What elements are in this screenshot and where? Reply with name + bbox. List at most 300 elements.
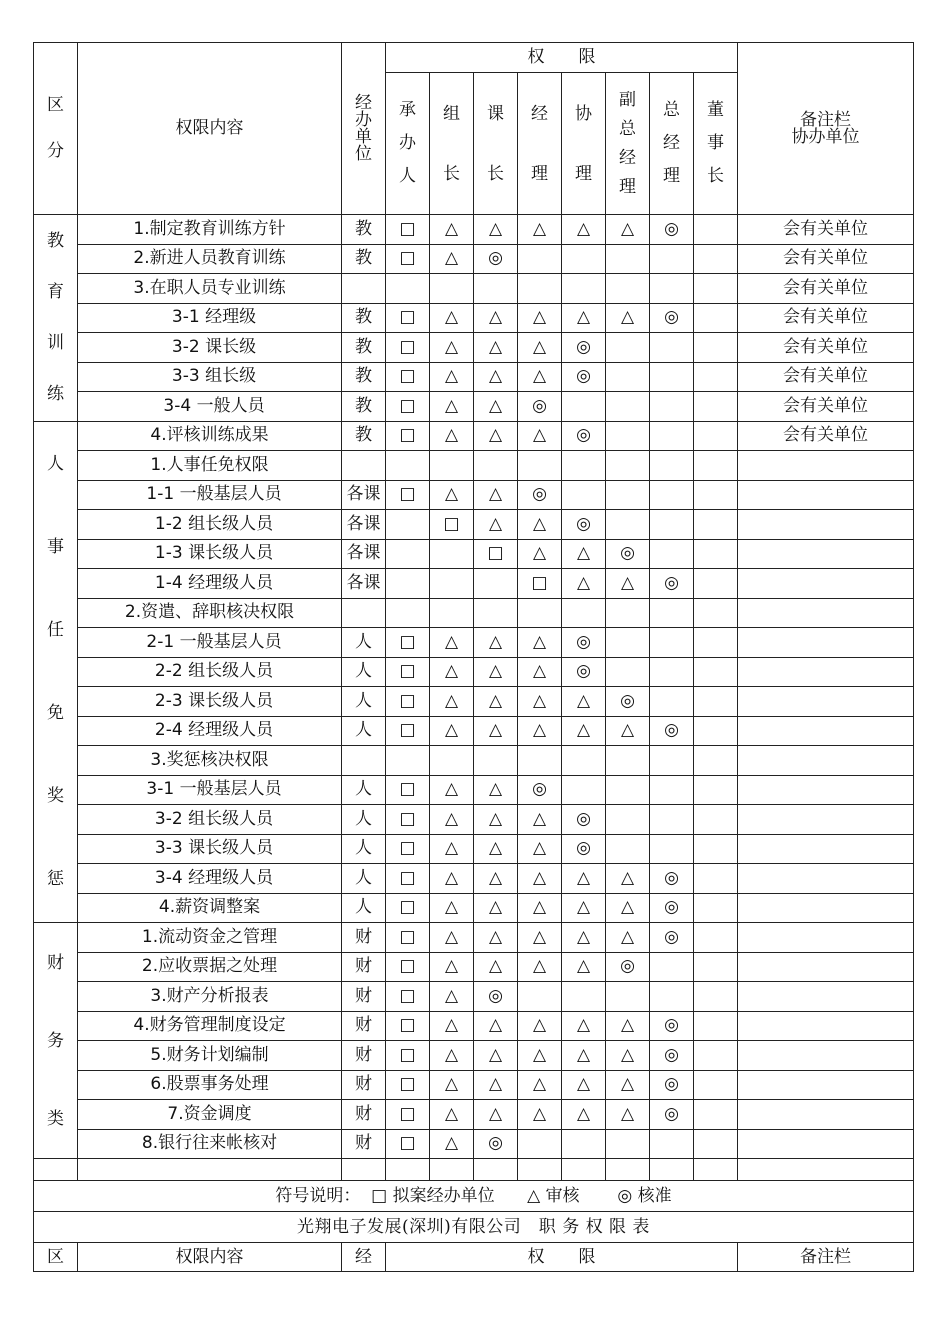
mark-handler: □ <box>386 952 430 982</box>
section-label-char: 财 <box>47 952 64 973</box>
mark-general_manager <box>650 982 694 1012</box>
row-remark <box>738 539 914 569</box>
mark-deputy_gm <box>606 244 650 274</box>
mark-section_chief: △ <box>474 775 518 805</box>
mark-section_chief: △ <box>474 923 518 953</box>
mark-general_manager <box>650 480 694 510</box>
row-remark <box>738 923 914 953</box>
section-label-char: 任 <box>47 619 64 640</box>
mark-assistant_manager <box>562 982 606 1012</box>
mark-general_manager: ◎ <box>650 923 694 953</box>
empty-cell <box>518 1159 562 1181</box>
row-unit: 财 <box>342 1100 386 1130</box>
mark-handler: □ <box>386 1129 430 1159</box>
role-header-assistant_manager <box>562 73 606 215</box>
mark-section_chief: ◎ <box>474 1129 518 1159</box>
mark-manager <box>518 274 562 304</box>
mark-deputy_gm <box>606 805 650 835</box>
table-row <box>34 628 914 658</box>
mark-assistant_manager <box>562 775 606 805</box>
mark-section_chief: □ <box>474 539 518 569</box>
mark-deputy_gm <box>606 598 650 628</box>
row-remark <box>738 1011 914 1041</box>
mark-deputy_gm: △ <box>606 215 650 245</box>
empty-cell <box>650 1159 694 1181</box>
header-remark-line: 备注栏 <box>800 109 851 130</box>
table-row <box>34 775 914 805</box>
mark-team_leader: △ <box>430 628 474 658</box>
mark-chairman <box>694 1129 738 1159</box>
mark-chairman <box>694 215 738 245</box>
row-remark: 会有关单位 <box>738 362 914 392</box>
section-label-char: 训 <box>47 332 64 353</box>
mark-team_leader: △ <box>430 716 474 746</box>
row-content: 3-2 组长级人员 <box>78 805 342 835</box>
mark-chairman <box>694 510 738 540</box>
mark-team_leader: △ <box>430 657 474 687</box>
mark-deputy_gm <box>606 362 650 392</box>
empty-cell <box>562 1159 606 1181</box>
mark-section_chief: ◎ <box>474 244 518 274</box>
row-content: 4.薪资调整案 <box>78 893 342 923</box>
row-content: 3.财产分析报表 <box>78 982 342 1012</box>
row-remark <box>738 775 914 805</box>
mark-deputy_gm <box>606 480 650 510</box>
mark-handler <box>386 569 430 599</box>
mark-manager: △ <box>518 628 562 658</box>
mark-manager: △ <box>518 1100 562 1130</box>
table-row <box>34 244 914 274</box>
mark-chairman <box>694 864 738 894</box>
mark-manager: ◎ <box>518 775 562 805</box>
footer-content: 权限内容 <box>78 1243 342 1272</box>
mark-assistant_manager: △ <box>562 893 606 923</box>
row-unit: 人 <box>342 834 386 864</box>
row-unit: 财 <box>342 1041 386 1071</box>
table-row <box>34 952 914 982</box>
mark-manager <box>518 451 562 481</box>
mark-handler: □ <box>386 333 430 363</box>
table-row <box>34 687 914 717</box>
header-content-cell: 权限内容 <box>78 43 342 215</box>
row-content: 3.在职人员专业训练 <box>78 274 342 304</box>
mark-section_chief: △ <box>474 362 518 392</box>
mark-general_manager: ◎ <box>650 569 694 599</box>
header-unit-char: 办 <box>355 109 372 130</box>
row-content: 2.资遣、辞职核决权限 <box>78 598 342 628</box>
row-content: 8.银行往来帐核对 <box>78 1129 342 1159</box>
mark-manager: ◎ <box>518 392 562 422</box>
mark-assistant_manager: △ <box>562 303 606 333</box>
table-row <box>34 834 914 864</box>
table-row <box>34 598 914 628</box>
mark-general_manager <box>650 244 694 274</box>
mark-handler: □ <box>386 1011 430 1041</box>
row-remark: 会有关单位 <box>738 421 914 451</box>
row-unit: 人 <box>342 893 386 923</box>
row-unit: 教 <box>342 215 386 245</box>
row-content: 1-1 一般基层人员 <box>78 480 342 510</box>
mark-manager: △ <box>518 215 562 245</box>
role-header-char: 承 <box>399 100 416 120</box>
mark-team_leader <box>430 451 474 481</box>
mark-manager: △ <box>518 952 562 982</box>
mark-handler: □ <box>386 362 430 392</box>
mark-manager: △ <box>518 834 562 864</box>
row-unit: 教 <box>342 244 386 274</box>
role-header-manager <box>518 73 562 215</box>
empty-cell <box>694 1159 738 1181</box>
mark-deputy_gm: △ <box>606 1100 650 1130</box>
row-remark <box>738 480 914 510</box>
empty-row <box>34 1159 914 1181</box>
mark-handler: □ <box>386 716 430 746</box>
role-header-char: 课 <box>487 103 504 124</box>
mark-handler: □ <box>386 392 430 422</box>
mark-team_leader <box>430 598 474 628</box>
mark-section_chief <box>474 746 518 776</box>
mark-team_leader: △ <box>430 1041 474 1071</box>
mark-handler: □ <box>386 480 430 510</box>
mark-manager: △ <box>518 510 562 540</box>
mark-team_leader: △ <box>430 1011 474 1041</box>
row-remark: 会有关单位 <box>738 333 914 363</box>
mark-handler: □ <box>386 1070 430 1100</box>
mark-manager: △ <box>518 657 562 687</box>
mark-handler: □ <box>386 1100 430 1130</box>
row-content: 1-2 组长级人员 <box>78 510 342 540</box>
table-row <box>34 1041 914 1071</box>
role-header-char: 经 <box>619 147 636 168</box>
section-label-char: 免 <box>47 702 64 723</box>
mark-team_leader: △ <box>430 303 474 333</box>
row-remark <box>738 716 914 746</box>
mark-manager: △ <box>518 687 562 717</box>
mark-chairman <box>694 746 738 776</box>
mark-manager: △ <box>518 1041 562 1071</box>
mark-deputy_gm: △ <box>606 923 650 953</box>
section-label-char: 类 <box>47 1108 64 1129</box>
mark-section_chief: △ <box>474 805 518 835</box>
mark-chairman <box>694 982 738 1012</box>
document-title: 光翔电子发展(深圳)有限公司 职 务 权 限 表 <box>34 1212 914 1243</box>
row-content: 2.新进人员教育训练 <box>78 244 342 274</box>
mark-general_manager <box>650 598 694 628</box>
mark-manager: △ <box>518 864 562 894</box>
mark-team_leader <box>430 539 474 569</box>
row-unit: 教 <box>342 333 386 363</box>
mark-assistant_manager <box>562 244 606 274</box>
role-header-char: 办 <box>399 133 416 153</box>
mark-general_manager: ◎ <box>650 303 694 333</box>
section-label-cell <box>34 923 78 1159</box>
mark-general_manager <box>650 952 694 982</box>
row-remark <box>738 746 914 776</box>
mark-team_leader <box>430 569 474 599</box>
mark-section_chief: △ <box>474 1070 518 1100</box>
row-remark: 会有关单位 <box>738 215 914 245</box>
header-authority-cell: 权 限 <box>386 43 738 73</box>
header-section-cell <box>34 43 78 215</box>
mark-general_manager <box>650 834 694 864</box>
mark-assistant_manager: ◎ <box>562 510 606 540</box>
table-row <box>34 510 914 540</box>
mark-deputy_gm: △ <box>606 893 650 923</box>
row-unit: 人 <box>342 775 386 805</box>
mark-team_leader: △ <box>430 864 474 894</box>
role-header-char: 理 <box>619 176 636 197</box>
mark-section_chief: △ <box>474 333 518 363</box>
table-row <box>34 1011 914 1041</box>
empty-cell <box>474 1159 518 1181</box>
mark-assistant_manager: ◎ <box>562 657 606 687</box>
row-remark <box>738 598 914 628</box>
mark-section_chief: ◎ <box>474 982 518 1012</box>
row-remark <box>738 805 914 835</box>
mark-team_leader: △ <box>430 923 474 953</box>
mark-manager <box>518 746 562 776</box>
mark-section_chief: △ <box>474 303 518 333</box>
mark-section_chief: △ <box>474 952 518 982</box>
mark-assistant_manager <box>562 598 606 628</box>
mark-section_chief: △ <box>474 215 518 245</box>
mark-section_chief: △ <box>474 716 518 746</box>
mark-manager: △ <box>518 716 562 746</box>
row-content: 2-1 一般基层人员 <box>78 628 342 658</box>
mark-section_chief: △ <box>474 510 518 540</box>
mark-team_leader: △ <box>430 982 474 1012</box>
row-content: 1-3 课长级人员 <box>78 539 342 569</box>
role-header-char: 经 <box>663 133 680 153</box>
row-remark <box>738 628 914 658</box>
role-header-char: 理 <box>575 163 592 184</box>
mark-section_chief: △ <box>474 1100 518 1130</box>
footer-section: 区 <box>34 1243 78 1272</box>
mark-chairman <box>694 274 738 304</box>
row-unit: 人 <box>342 805 386 835</box>
mark-deputy_gm: △ <box>606 569 650 599</box>
footer-remark: 备注栏 <box>738 1243 914 1272</box>
mark-assistant_manager <box>562 746 606 776</box>
role-header-handler <box>386 73 430 215</box>
mark-handler <box>386 539 430 569</box>
mark-assistant_manager: ◎ <box>562 805 606 835</box>
mark-team_leader: △ <box>430 480 474 510</box>
row-unit: 各课 <box>342 510 386 540</box>
mark-handler: □ <box>386 1041 430 1071</box>
mark-chairman <box>694 362 738 392</box>
row-remark <box>738 1100 914 1130</box>
mark-assistant_manager <box>562 392 606 422</box>
mark-chairman <box>694 1100 738 1130</box>
mark-deputy_gm <box>606 982 650 1012</box>
mark-team_leader: △ <box>430 805 474 835</box>
mark-general_manager: ◎ <box>650 1070 694 1100</box>
mark-assistant_manager: △ <box>562 569 606 599</box>
row-unit: 人 <box>342 864 386 894</box>
table-row <box>34 982 914 1012</box>
symbol-legend: 符号说明： □ 拟案经办单位 △ 审核 ◎ 核准 <box>34 1181 914 1212</box>
mark-chairman <box>694 392 738 422</box>
mark-general_manager <box>650 539 694 569</box>
mark-handler: □ <box>386 244 430 274</box>
mark-assistant_manager: ◎ <box>562 421 606 451</box>
mark-chairman <box>694 1070 738 1100</box>
empty-cell <box>386 1159 430 1181</box>
mark-assistant_manager: ◎ <box>562 834 606 864</box>
mark-deputy_gm <box>606 1129 650 1159</box>
mark-deputy_gm: △ <box>606 1011 650 1041</box>
mark-team_leader <box>430 274 474 304</box>
mark-chairman <box>694 1011 738 1041</box>
mark-team_leader: △ <box>430 333 474 363</box>
mark-deputy_gm: △ <box>606 716 650 746</box>
mark-deputy_gm <box>606 333 650 363</box>
mark-handler: □ <box>386 982 430 1012</box>
row-content: 1.流动资金之管理 <box>78 923 342 953</box>
table-row <box>34 893 914 923</box>
mark-team_leader: △ <box>430 687 474 717</box>
table-row <box>34 569 914 599</box>
row-unit: 财 <box>342 1129 386 1159</box>
mark-handler: □ <box>386 893 430 923</box>
mark-deputy_gm: △ <box>606 864 650 894</box>
mark-chairman <box>694 480 738 510</box>
mark-section_chief <box>474 274 518 304</box>
table-row <box>34 274 914 304</box>
role-header-char: 事 <box>707 133 724 153</box>
empty-cell <box>430 1159 474 1181</box>
authority-table <box>33 42 914 1272</box>
row-unit <box>342 274 386 304</box>
mark-general_manager: ◎ <box>650 893 694 923</box>
mark-manager: △ <box>518 421 562 451</box>
mark-section_chief: △ <box>474 657 518 687</box>
footer-authority: 权 限 <box>386 1243 738 1272</box>
mark-section_chief <box>474 451 518 481</box>
mark-assistant_manager: ◎ <box>562 628 606 658</box>
row-remark: 会有关单位 <box>738 244 914 274</box>
mark-chairman <box>694 628 738 658</box>
mark-assistant_manager: ◎ <box>562 362 606 392</box>
mark-assistant_manager: △ <box>562 539 606 569</box>
mark-chairman <box>694 716 738 746</box>
row-content: 1.制定教育训练方针 <box>78 215 342 245</box>
mark-section_chief <box>474 598 518 628</box>
role-header-char: 副 <box>619 89 636 110</box>
role-header-char: 董 <box>707 100 724 120</box>
mark-deputy_gm: ◎ <box>606 952 650 982</box>
footer-unit: 经 <box>342 1243 386 1272</box>
mark-section_chief <box>474 569 518 599</box>
mark-general_manager <box>650 657 694 687</box>
mark-general_manager <box>650 392 694 422</box>
mark-general_manager: ◎ <box>650 1041 694 1071</box>
row-unit: 财 <box>342 1070 386 1100</box>
table-row <box>34 1100 914 1130</box>
mark-team_leader: △ <box>430 244 474 274</box>
mark-chairman <box>694 244 738 274</box>
table-row <box>34 805 914 835</box>
mark-assistant_manager: △ <box>562 1100 606 1130</box>
mark-section_chief: △ <box>474 864 518 894</box>
row-unit: 各课 <box>342 569 386 599</box>
mark-chairman <box>694 805 738 835</box>
row-content: 3-2 课长级 <box>78 333 342 363</box>
row-remark <box>738 893 914 923</box>
mark-handler <box>386 746 430 776</box>
mark-general_manager <box>650 746 694 776</box>
section-label-char: 育 <box>47 281 64 302</box>
role-header-section_chief <box>474 73 518 215</box>
table-row <box>34 451 914 481</box>
mark-manager: △ <box>518 805 562 835</box>
mark-team_leader: △ <box>430 1070 474 1100</box>
role-header-chairman <box>694 73 738 215</box>
header-unit-cell <box>342 43 386 215</box>
mark-general_manager <box>650 687 694 717</box>
mark-section_chief: △ <box>474 687 518 717</box>
row-content: 5.财务计划编制 <box>78 1041 342 1071</box>
mark-assistant_manager: △ <box>562 864 606 894</box>
mark-assistant_manager: △ <box>562 687 606 717</box>
row-unit: 财 <box>342 923 386 953</box>
mark-assistant_manager: ◎ <box>562 333 606 363</box>
mark-team_leader: △ <box>430 362 474 392</box>
mark-section_chief: △ <box>474 480 518 510</box>
mark-handler: □ <box>386 923 430 953</box>
table-row <box>34 333 914 363</box>
table-row <box>34 864 914 894</box>
mark-assistant_manager: △ <box>562 215 606 245</box>
table-row <box>34 480 914 510</box>
mark-handler: □ <box>386 687 430 717</box>
row-unit <box>342 598 386 628</box>
mark-deputy_gm <box>606 746 650 776</box>
row-content: 3-4 经理级人员 <box>78 864 342 894</box>
mark-section_chief: △ <box>474 628 518 658</box>
section-label-cell <box>34 215 78 422</box>
table-row <box>34 392 914 422</box>
mark-deputy_gm <box>606 510 650 540</box>
mark-handler: □ <box>386 805 430 835</box>
mark-chairman <box>694 657 738 687</box>
row-unit: 教 <box>342 392 386 422</box>
table-row <box>34 1070 914 1100</box>
mark-handler: □ <box>386 628 430 658</box>
mark-assistant_manager: △ <box>562 923 606 953</box>
mark-deputy_gm <box>606 451 650 481</box>
mark-general_manager <box>650 510 694 540</box>
row-content: 3-3 课长级人员 <box>78 834 342 864</box>
row-content: 4.财务管理制度设定 <box>78 1011 342 1041</box>
header-remark-line: 协办单位 <box>791 126 860 147</box>
row-unit: 人 <box>342 628 386 658</box>
mark-handler: □ <box>386 657 430 687</box>
row-content: 2-4 经理级人员 <box>78 716 342 746</box>
row-content: 3-1 经理级 <box>78 303 342 333</box>
mark-general_manager <box>650 805 694 835</box>
mark-handler <box>386 598 430 628</box>
mark-deputy_gm: ◎ <box>606 539 650 569</box>
empty-cell <box>342 1159 386 1181</box>
mark-section_chief: △ <box>474 1011 518 1041</box>
row-unit <box>342 451 386 481</box>
table-row <box>34 1129 914 1159</box>
mark-deputy_gm: △ <box>606 303 650 333</box>
mark-team_leader: △ <box>430 775 474 805</box>
role-header-char: 总 <box>663 100 680 120</box>
